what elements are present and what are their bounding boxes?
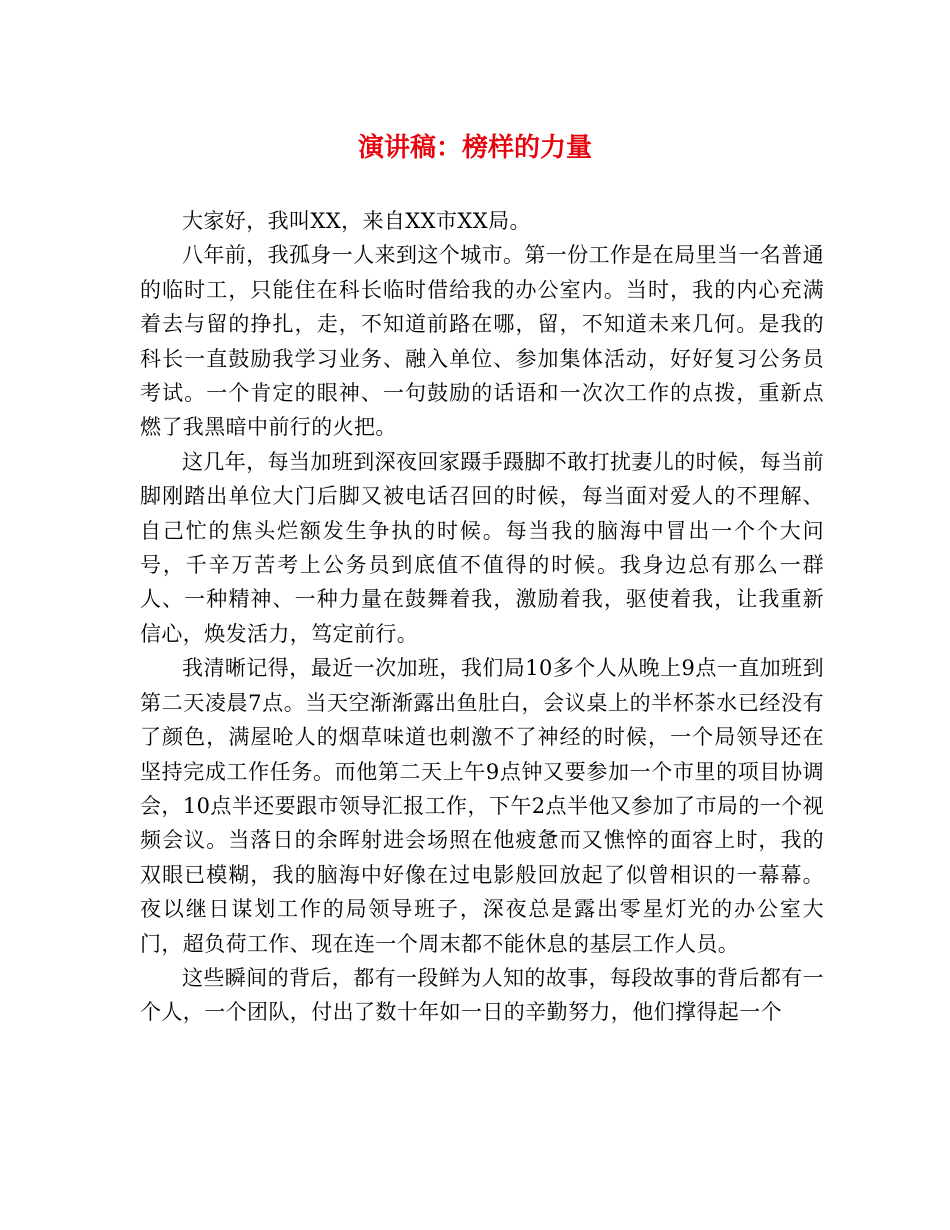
document-title: 演讲稿：榜样的力量 <box>357 133 592 163</box>
paragraph-these-years: 这几年，每当加班到深夜回家蹑手蹑脚不敢打扰妻儿的时候，每当前脚刚踏出单位大门后脚又被电话召回的时候，每当面对爱人的不理解、自己忙的焦头烂额发生争执的时候。每当我的脑海中冒出一个个大问号，千辛万苦考上公务员到底值不值得的时候。我身边总有那么一群人、一种精神、一种力量在鼓舞着我，激励着我，驱使着我，让我重新信心，焕发活力，笃定前行。 <box>140 449 824 646</box>
paragraph-greeting: 大家好，我叫XX，来自XX市XX局。 <box>182 209 531 233</box>
paragraph-overtime-memory: 我清晰记得，最近一次加班，我们局10多个人从晚上9点一直加班到第二天凌晨7点。当天空渐渐露出鱼肚白，会议桌上的半杯茶水已经没有了颜色，满屋呛人的烟草味道也刺激不了神经的时候，一个局领导还在坚持完成工作任务。而他第二天上午9点钟又要参加一个市里的项目协调会，10点半还要跟市领导汇报工作，下午2点半他又参加了市局的一个视频会议。当落日的余晖射进会场照在他疲惫而又憔悴的面容上时，我的双眼已模糊，我的脑海中好像在过电影般回放起了似曾相识的一幕幕。夜以继日谋划工作的局领导班子，深夜总是露出零星灯光的办公室大门，超负荷工作、现在连一个周末都不能休息的基层工作人员。 <box>140 656 824 956</box>
paragraph-behind-moments: 这些瞬间的背后，都有一段鲜为人知的故事，每段故事的背后都有一个人，一个团队，付出了数十年如一日的辛勤努力，他们撑得起一个 <box>140 965 824 1025</box>
document-body <box>140 204 824 1030</box>
paragraph-eight-years-ago: 八年前，我孤身一人来到这个城市。第一份工作是在局里当一名普通的临时工，只能住在科长临时借给我的办公室内。当时，我的内心充满着去与留的挣扎，走，不知道前路在哪，留，不知道未来几何。是我的科长一直鼓励我学习业务、融入单位、参加集体活动，好好复习公务员考试。一个肯定的眼神、一句鼓励的话语和一次次工作的点拨，重新点燃了我黑暗中前行的火把。 <box>140 243 824 440</box>
